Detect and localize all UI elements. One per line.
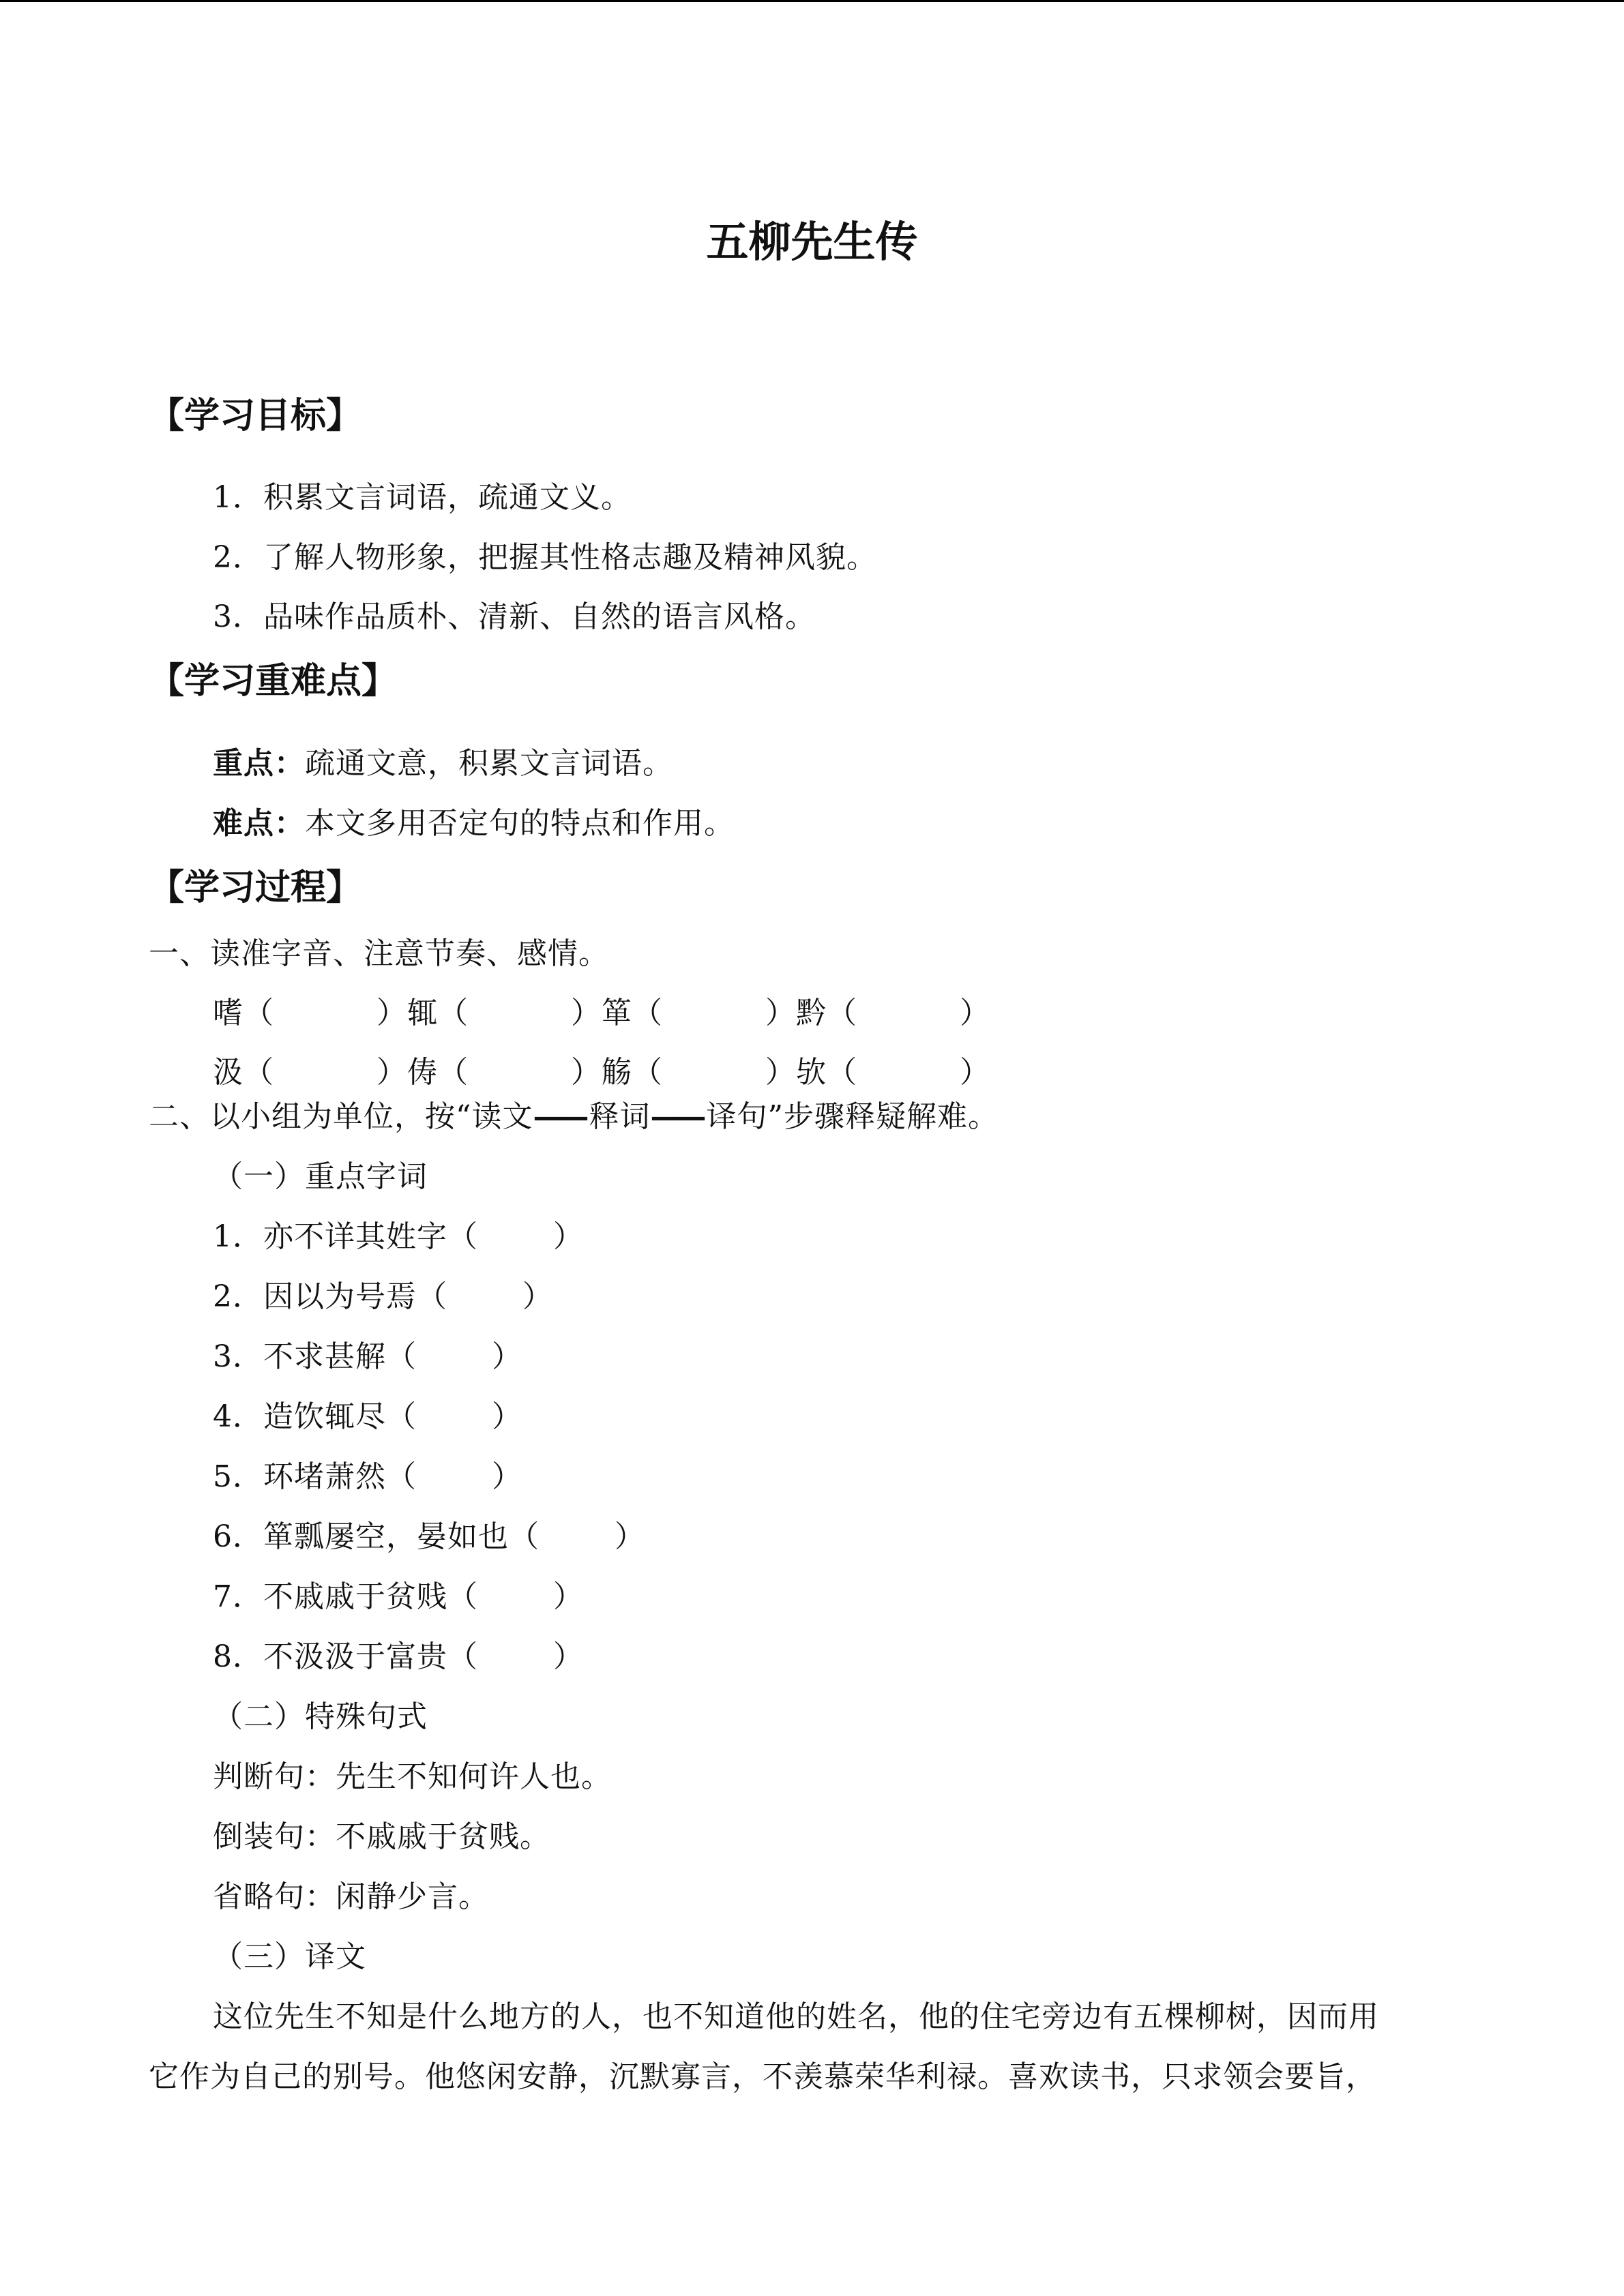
word-item <box>213 1457 522 1497</box>
word-close: ） <box>553 1219 584 1254</box>
goal-item: 1．积累文言词语，疏通文义。 <box>213 480 632 515</box>
word-text: 3．不求甚解（ <box>213 1339 417 1374</box>
step2-heading-part: 释词 <box>589 1099 651 1134</box>
focus-line <box>213 743 673 784</box>
pinyin-blank: ）俦（ <box>377 1055 469 1090</box>
pinyin-blank: ） <box>960 996 990 1030</box>
word-text: 7．不戚戚于贫贱（ <box>213 1579 478 1614</box>
pinyin-blank: ）觞（ <box>571 1055 663 1090</box>
word-close: ） <box>522 1279 553 1314</box>
pinyin-blank: ） <box>960 1055 990 1090</box>
word-close: ） <box>553 1639 584 1674</box>
word-text: 6．箪瓢屡空，晏如也（ <box>213 1519 540 1554</box>
pinyin-blank: 汲（ <box>213 1055 274 1090</box>
word-item <box>213 1277 553 1317</box>
pinyin-blank: ）欤（ <box>765 1055 857 1090</box>
focus-text: 疏通文意，积累文言词语。 <box>305 746 673 781</box>
pattern-item: 判断句：先生不知何许人也。 <box>213 1759 612 1794</box>
goal-item: 3．品味作品质朴、清新、自然的语言风格。 <box>213 599 816 634</box>
subsection-heading: （三）译文 <box>213 1939 366 1974</box>
step2-heading-part: 译句”步骤释疑解难。 <box>706 1099 999 1134</box>
section-heading-goals: 【学习目标】 <box>149 396 362 436</box>
word-text: 4．造饮辄尽（ <box>213 1399 417 1434</box>
word-text: 5．环堵萧然（ <box>213 1459 417 1494</box>
pinyin-blank: 嗜（ <box>213 996 274 1030</box>
goal-item: 2．了解人物形象，把握其性格志趣及精神风貌。 <box>213 540 877 575</box>
step2-heading <box>149 1097 999 1137</box>
translation-line: 这位先生不知是什么地方的人，也不知道他的姓名，他的住宅旁边有五棵柳树，因而用 <box>213 1999 1379 2034</box>
word-item <box>213 1397 522 1437</box>
dash: —— <box>533 1099 585 1134</box>
word-close: ） <box>553 1579 584 1614</box>
pronunciation-row <box>213 1052 990 1093</box>
word-close: ） <box>615 1519 645 1554</box>
step2-heading-part: 二、以小组为单位，按“读文 <box>149 1099 533 1134</box>
pattern-item: 倒装句：不戚戚于贫贱。 <box>213 1819 550 1854</box>
word-close: ） <box>492 1339 522 1374</box>
document-title: 五柳先生传 <box>706 217 918 267</box>
pinyin-blank: ）箪（ <box>571 996 663 1030</box>
word-item <box>213 1337 522 1377</box>
subsection-heading: （二）特殊句式 <box>213 1699 428 1734</box>
pronunciation-row <box>213 993 990 1034</box>
subsection-heading: （一）重点字词 <box>213 1159 428 1194</box>
word-item <box>213 1577 584 1617</box>
word-item <box>213 1637 584 1678</box>
difficulty-line <box>213 803 735 844</box>
word-close: ） <box>492 1399 522 1434</box>
word-text: 1．亦不详其姓字（ <box>213 1219 478 1254</box>
section-heading-keypoints: 【学习重难点】 <box>149 661 398 702</box>
step1-heading: 一、读准字音、注意节奏、感情。 <box>149 936 609 971</box>
difficulty-label: 难点： <box>213 806 305 841</box>
section-heading-process: 【学习过程】 <box>149 867 362 908</box>
difficulty-text: 本文多用否定句的特点和作用。 <box>305 806 735 841</box>
word-text: 2．因以为号焉（ <box>213 1279 447 1314</box>
pattern-item: 省略句：闲静少言。 <box>213 1879 489 1914</box>
dash: —— <box>650 1099 703 1134</box>
focus-label: 重点： <box>213 746 305 781</box>
word-item <box>213 1517 645 1557</box>
word-close: ） <box>492 1459 522 1494</box>
word-text: 8．不汲汲于富贵（ <box>213 1639 478 1674</box>
pinyin-blank: ）黔（ <box>765 996 857 1030</box>
translation-line: 它作为自己的别号。他悠闲安静，沉默寡言，不羡慕荣华利禄。喜欢读书，只求领会要旨， <box>149 2059 1376 2094</box>
pinyin-blank: ）辄（ <box>377 996 469 1030</box>
word-item <box>213 1217 584 1257</box>
